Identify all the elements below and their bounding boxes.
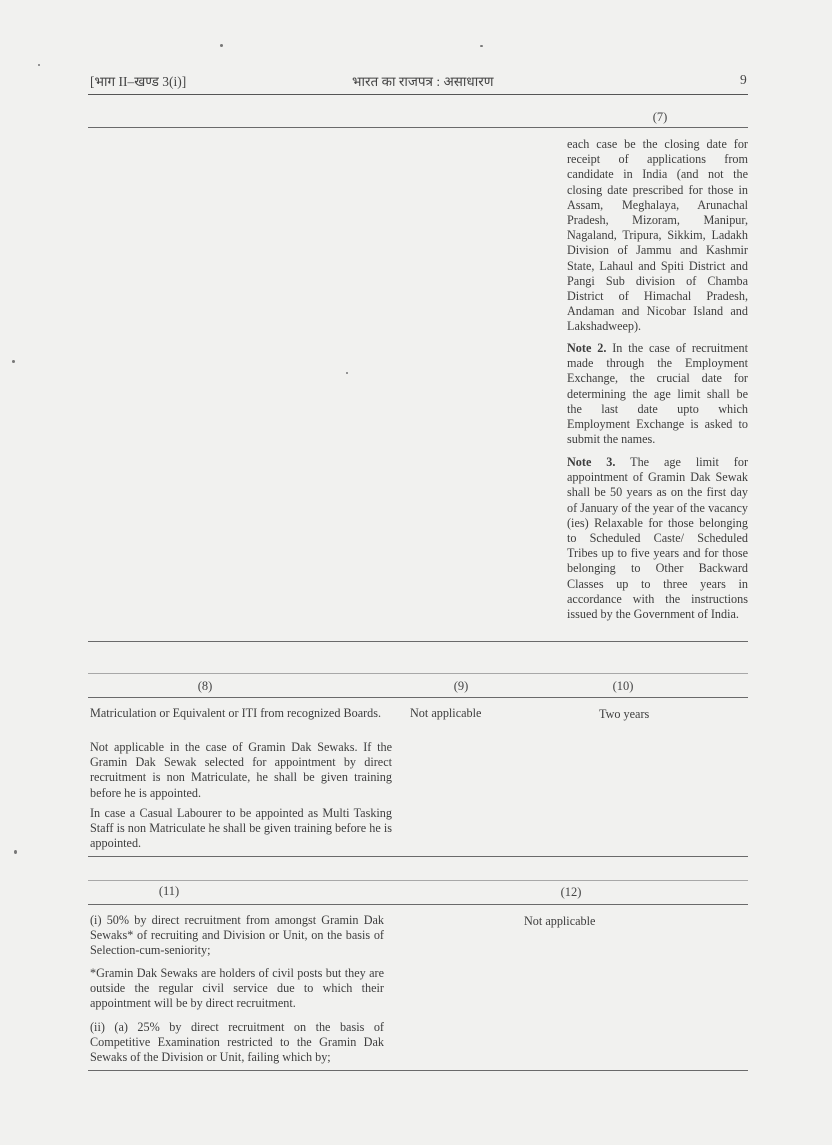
note-3-text: The age limit for appointment of Gramin Dak Sewak shall be 50 years as on the first day of January of the year of the vacancy (ies) Relaxable for those belonging to Scheduled Caste/ Scheduled Tribes up to five years and for those belonging to Other Backward Classes up to three years in accordance with the instructions issued by the Government of India. [567, 455, 748, 622]
column-10-label: (10) [612, 679, 634, 693]
scan-speck [346, 372, 348, 374]
column-11-label: (11) [158, 884, 180, 898]
note-2 [567, 341, 748, 447]
divider [88, 856, 748, 857]
divider [88, 127, 748, 128]
casual-labourer-note: In case a Casual Labourer to be appointed as Multi Tasking Staff is non Matriculate he shall be given training before he is appointed. [90, 806, 392, 851]
divider [88, 673, 748, 674]
note-3 [567, 455, 748, 622]
educational-qualification: Matriculation or Equivalent or ITI from recognized Boards. [90, 706, 382, 720]
divider [88, 904, 748, 905]
scan-speck [480, 45, 483, 47]
header-rule [88, 94, 748, 95]
probation-period: Two years [599, 707, 650, 721]
column-7-label: (7) [652, 110, 668, 124]
note-2-text: In the case of recruitment made through the Employment Exchange, the crucial date for determining the age limit shall be the last date upto which Employment Exchange is asked to submit the names. [567, 341, 748, 447]
divider [88, 880, 748, 881]
scan-speck [220, 44, 223, 47]
scan-speck [14, 850, 17, 854]
divider [88, 641, 748, 642]
scan-speck [38, 64, 40, 66]
age-limit-closing-date-text: each case be the closing date for receipt of applications from candidate in India (and not the closing date prescribed for those in Assam, Meghalaya, Arunachal Pradesh, Mizoram, Manipur, Nagaland, Tripura, Sikkim, Ladakh Division of Jammu and Kashmir State, Lahaul and Spiti District and Pangi Sub division of Chamba District of Himachal Pradesh, Andaman and Nicobar Island and Lakshadweep). [567, 137, 748, 334]
gds-footnote: *Gramin Dak Sewaks are holders of civil posts but they are outside the regular civil service due to which their appointment will be by direct recruitment. [90, 966, 384, 1011]
page-number: 9 [740, 72, 747, 87]
header-gazette-title: भारत का राजपत्र : असाधारण [352, 74, 494, 89]
gds-qualification-note: Not applicable in the case of Gramin Dak Sewaks. If the Gramin Dak Sewak selected for appointment by direct recruitment is non Matriculate, he shall be given training before he is appointed. [90, 740, 392, 800]
recruitment-method-ii-a: (ii) (a) 25% by direct recruitment on the basis of Competitive Examination restricted to the Gramin Dak Sewaks of the Division or Unit, failing which by; [90, 1020, 384, 1065]
scan-speck [12, 360, 15, 363]
divider [88, 1070, 748, 1071]
recruitment-method-i: (i) 50% by direct recruitment from amongst Gramin Dak Sewaks* of recruiting and Division or Unit, on the basis of Selection-cum-seniority; [90, 913, 384, 958]
column-9-value: Not applicable [410, 706, 482, 720]
column-8-label: (8) [197, 679, 213, 693]
column-12-label: (12) [560, 885, 582, 899]
note-2-label: Note 2. [567, 341, 607, 355]
column-12-value: Not applicable [524, 914, 596, 928]
header-section-label: [भाग II–खण्ड 3(i)] [90, 74, 187, 89]
divider [88, 697, 748, 698]
column-9-label: (9) [453, 679, 469, 693]
note-3-label: Note 3. [567, 455, 616, 469]
